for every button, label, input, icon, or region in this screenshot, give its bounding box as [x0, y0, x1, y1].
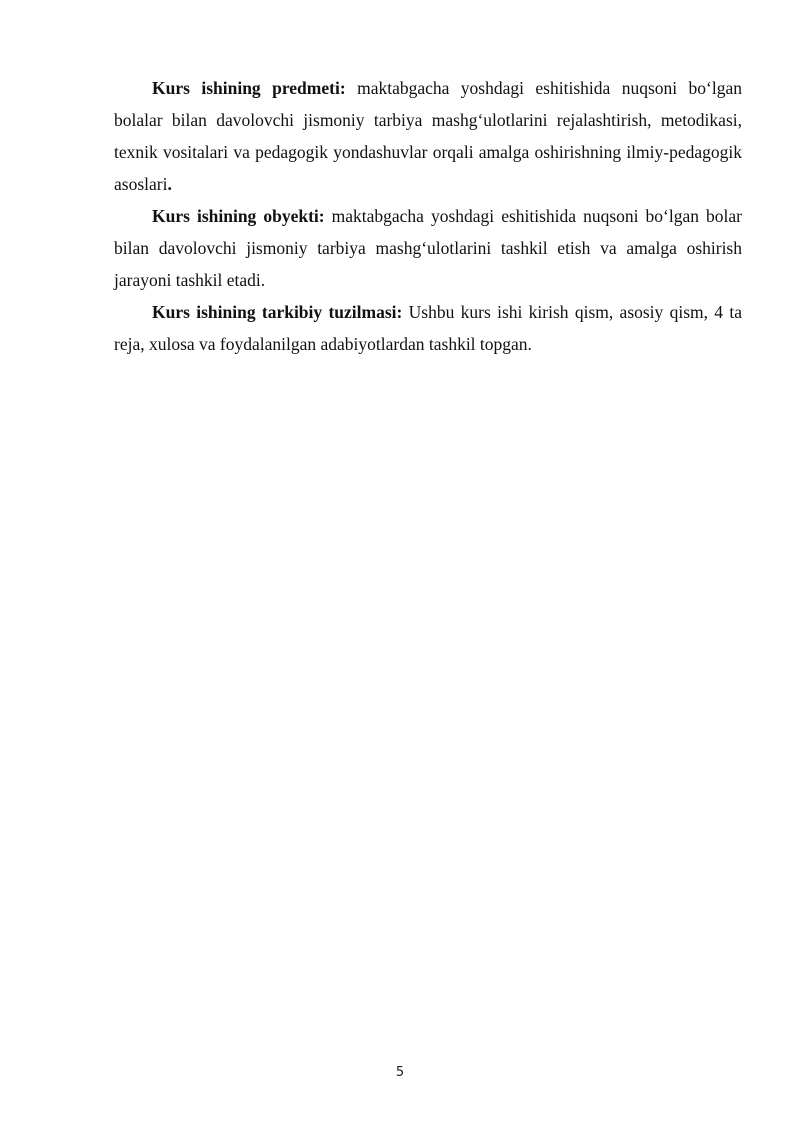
paragraph-object-heading: Kurs ishining obyekti:	[152, 206, 325, 226]
paragraph-structure-text: Ushbu kurs ishi kirish qism, asosiy qism, 4 ta reja, xulosa va foydalanilgan adabiyotlardan tashkil topgan.	[114, 302, 742, 354]
page-content	[114, 72, 742, 360]
paragraph-object-text: maktabgacha yoshdagi eshitishida nuqsoni bo‘lgan bolar bilan davolovchi jismoniy tarbiya mashg‘ulotlarini tashkil etish va amalga oshirish jarayoni tashkil etadi.	[114, 206, 742, 290]
paragraph-object	[114, 200, 742, 296]
paragraph-subject-heading: Kurs ishining predmeti:	[152, 78, 346, 98]
paragraph-subject-end: .	[167, 174, 172, 194]
paragraph-structure-heading: Kurs ishining tarkibiy tuzilmasi:	[152, 302, 403, 322]
paragraph-subject-text: maktabgacha yoshdagi eshitishida nuqsoni bo‘lgan bolalar bilan davolovchi jismoniy tarbiya mashg‘ulotlarini rejalashtirish, metodikasi, texnik vositalari va pedagogik yondashuvlar orqali amalga oshirishning ilmiy-pedagogik asoslari	[114, 78, 742, 194]
paragraph-subject	[114, 72, 742, 200]
page-number: 5	[395, 1065, 405, 1080]
paragraph-structure	[114, 296, 742, 360]
